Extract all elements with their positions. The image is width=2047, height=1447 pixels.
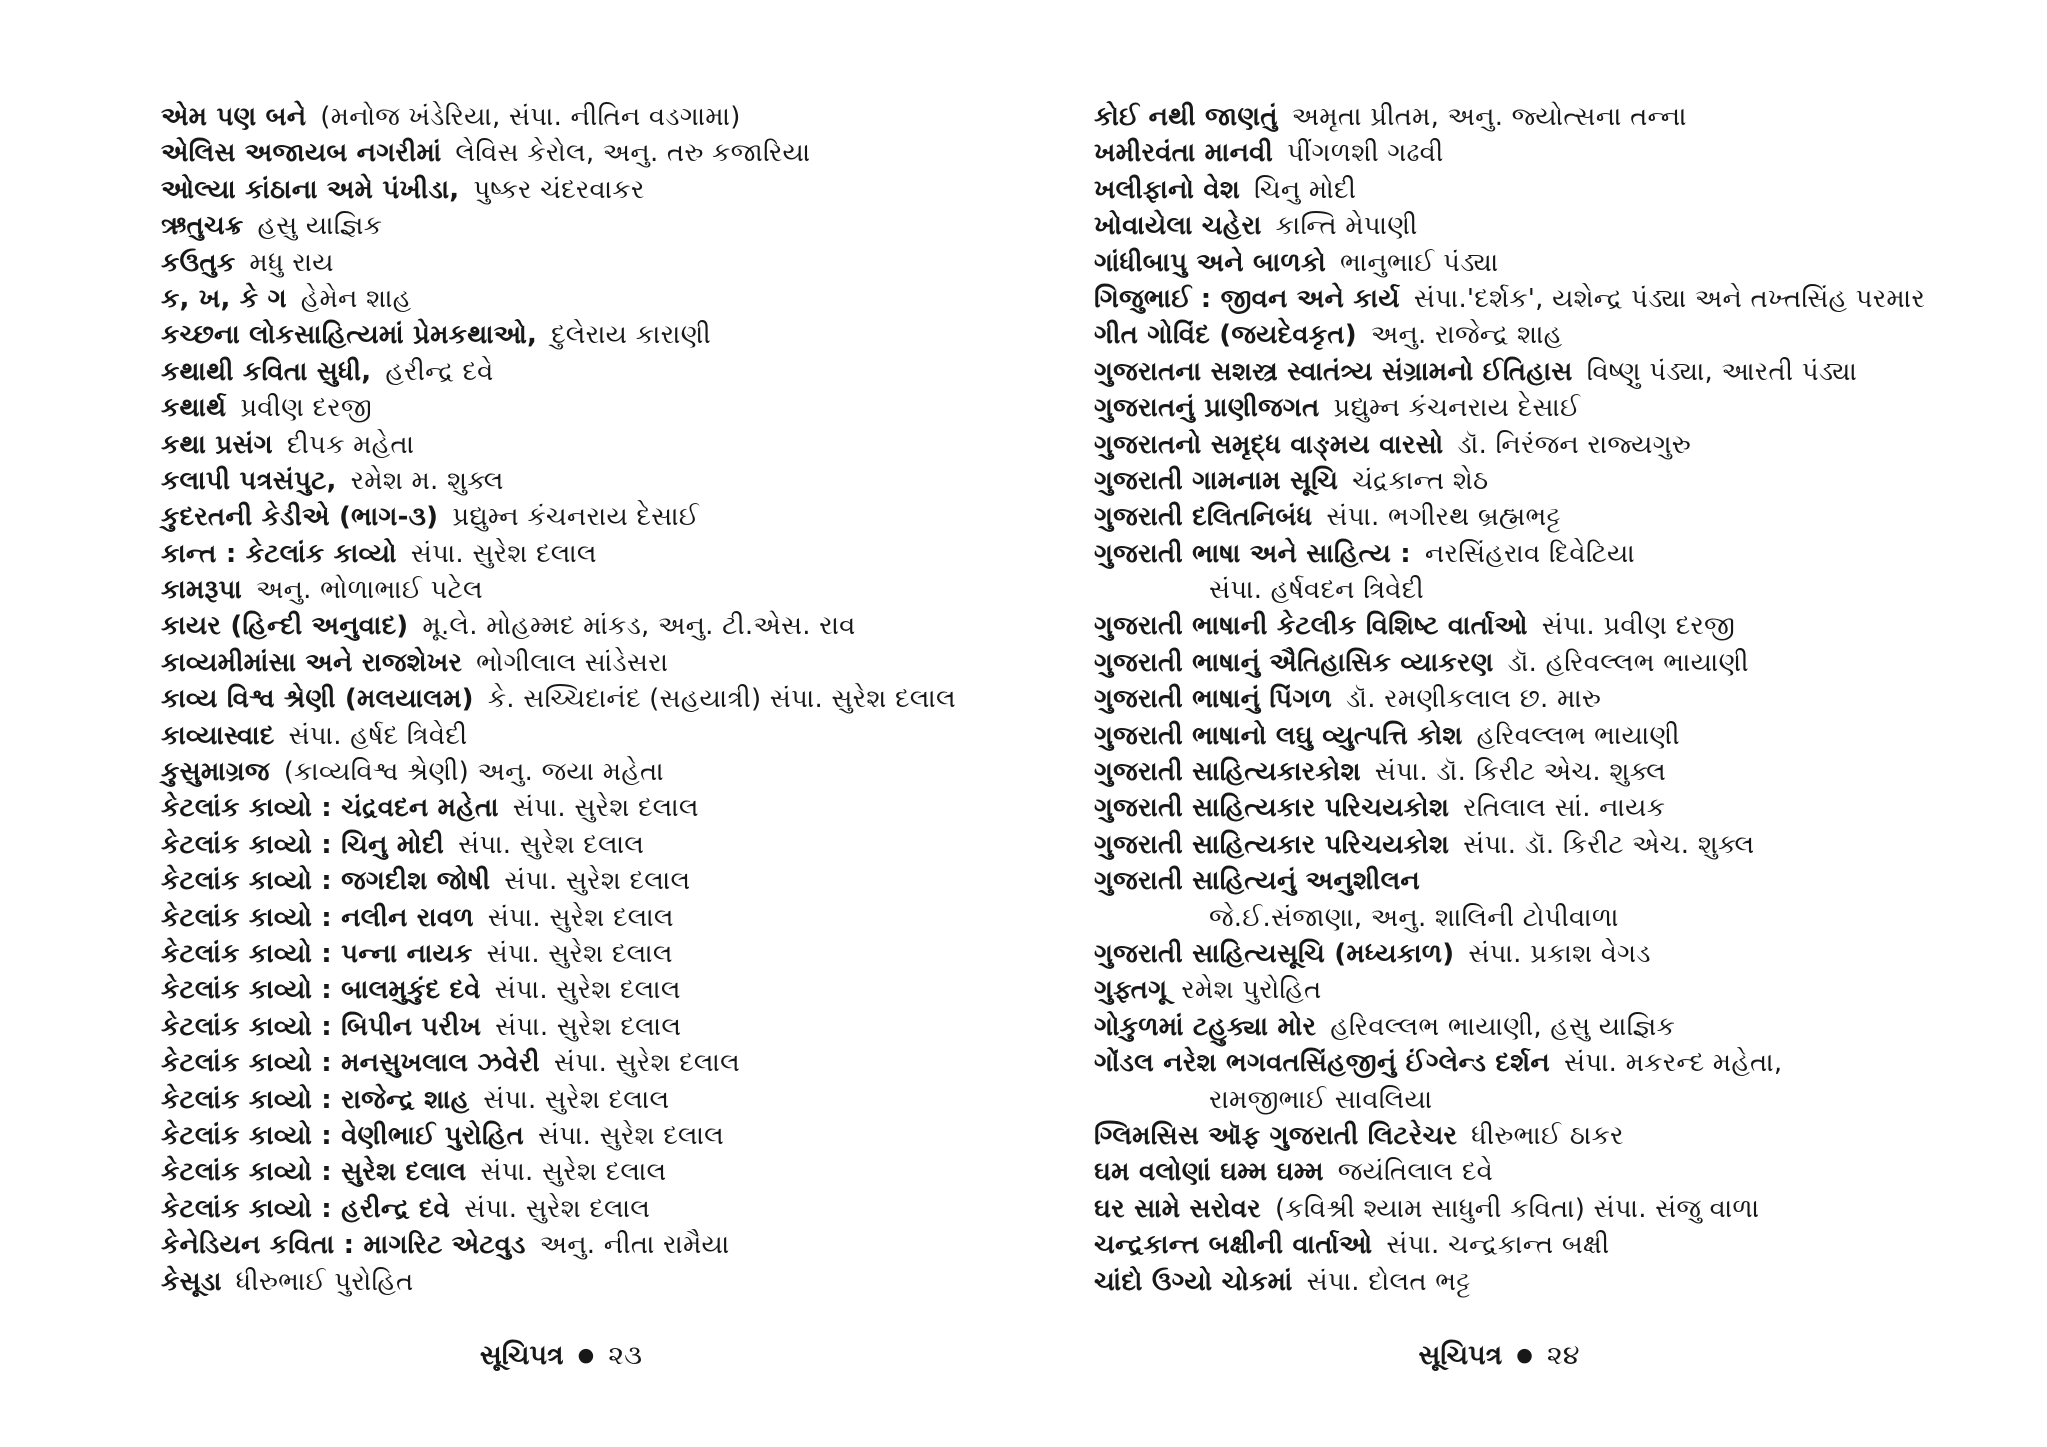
entry-title: ગુફ્તગૂ: [1094, 975, 1168, 1006]
list-item: [161, 936, 971, 972]
entry-author: સંપા. સુરેશ દલાલ: [495, 1011, 682, 1042]
entry-title: કુદરતની કેડીએ (ભાગ-૩): [161, 502, 439, 533]
entry-title: કુસુમાગ્રજ: [161, 757, 270, 788]
entry-author: અમૃતા પ્રીતમ, અનુ. જ્યોત્સના તન્ના: [1291, 102, 1687, 132]
entry-title: કેટલાંક કાવ્યો : મનસુખલાલ ઝવેરી: [161, 1048, 540, 1079]
list-item: [1094, 1118, 1974, 1154]
entry-author: સંપા. સુરેશ દલાલ: [537, 1120, 725, 1151]
entry-author: રતિલાલ સાં. નાયક: [1463, 793, 1666, 824]
entry-title: કેટલાંક કાવ્યો : બિપીન પરીખ: [161, 1011, 482, 1042]
entry-title: ગુજરાતી સાહિત્યસૂચિ (મધ્યકાળ): [1094, 938, 1455, 969]
list-item: [1094, 754, 1974, 790]
list-item: [161, 645, 971, 681]
entry-author: જયંતિલાલ દવે: [1337, 1157, 1494, 1188]
entry-title: કાવ્યાસ્વાદ: [161, 720, 275, 751]
entry-author: સંપા. સુરેશ દલાલ: [464, 1193, 651, 1224]
entry-title: કેટલાંક કાવ્યો : પન્ના નાયક: [161, 938, 473, 969]
entry-author: સંપા. હર્ષવદન ત્રિવેદી: [1209, 575, 1424, 606]
entry-title: ગુજરાતી ભાષાની કેટલીક વિશિષ્ટ વાર્તાઓ: [1094, 611, 1528, 642]
entry-author: પ્રદ્યુમ્ન કંચનરાય દેસાઈ: [452, 502, 700, 533]
entry-title: ચાંદો ઉગ્યો ચોકમાં: [1094, 1266, 1293, 1297]
entry-author: ડૉ. નિરંજન રાજ્યગુરુ: [1457, 429, 1692, 460]
entry-title: ઘમ વલોણાં ઘમ્મ ઘમ્મ: [1094, 1157, 1324, 1188]
entry-author: સંપા. સુરેશ દલાલ: [504, 866, 691, 897]
entry-author: હેમેન શાહ: [300, 283, 412, 314]
entry-title: ગુજરાતી સાહિત્યનું અનુશીલન: [1094, 866, 1420, 897]
entry-title: ગિજુભાઈ : જીવન અને કાર્ય: [1094, 283, 1400, 314]
entry-author: લેવિસ કેરોલ, અનુ. તરુ કજારિયા: [455, 138, 811, 169]
entry-title: ગોંડલ નરેશ ભગવતસિંહજીનું ઈંગ્લેન્ડ દર્શન: [1094, 1048, 1550, 1079]
entry-author: સંપા. ડૉ. કિરીટ એચ. શુક્લ: [1374, 757, 1667, 788]
entry-author: ડૉ. રમણીકલાલ છ. મારુ: [1346, 684, 1602, 715]
entry-title: ગુજરાતી ભાષાનું ઐતિહાસિક વ્યાકરણ: [1094, 647, 1494, 678]
entry-author: હરિવલ્લભ ભાયાણી: [1476, 720, 1680, 751]
list-item: [161, 354, 971, 390]
entry-author: રમેશ મ. શુક્લ: [350, 465, 504, 496]
entry-author: ભાનુભાઈ પંડ્યા: [1340, 247, 1499, 278]
list-item: [161, 281, 971, 317]
entry-title: ગુજરાતી ભાષાનું પિંગળ: [1094, 684, 1333, 715]
entry-author: સંપા. સુરેશ દલાલ: [410, 538, 597, 569]
entry-author: (મનોજ ખંડેરિયા, સંપા. નીતિન વડગામા): [320, 102, 741, 132]
entry-title: કેટલાંક કાવ્યો : ચિનુ મોદી: [161, 829, 445, 860]
entry-author: અનુ. નીતા રામૈયા: [539, 1230, 730, 1261]
entry-author: પ્રદ્યુમ્ન કંચનરાય દેસાઈ: [1333, 393, 1581, 424]
page-number: ૨૪: [1546, 1340, 1580, 1371]
entry-title: ચન્દ્રકાન્ત બક્ષીની વાર્તાઓ: [1094, 1230, 1373, 1261]
entry-author: સંપા. મકરન્દ મહેતા,: [1563, 1048, 1783, 1079]
list-item: [1094, 900, 1974, 936]
page-footer-right: [1094, 1338, 1904, 1373]
entry-title: ગોકુળમાં ટહુક્યા મોર: [1094, 1011, 1317, 1042]
list-item: [1094, 1191, 1974, 1227]
entry-author: ધીરુભાઈ પુરોહિત: [235, 1266, 414, 1297]
list-item: [161, 390, 971, 426]
entry-title: ગુજરાતી સાહિત્યકાર પરિચયકોશ: [1094, 829, 1450, 860]
list-item: [161, 572, 971, 608]
entry-title: એલિસ અજાયબ નગરીમાં: [161, 138, 442, 169]
list-item: [161, 1009, 971, 1045]
entry-title: કામરૂપા: [161, 575, 242, 606]
list-item: [1094, 972, 1974, 1008]
entry-author: હસુ યાજ્ઞિક: [257, 211, 383, 242]
entry-author: સંપા. સુરેશ દલાલ: [553, 1048, 740, 1079]
entry-title: ગુજરાતના સશસ્ત્ર સ્વાતંત્ર્ય સંગ્રામનો ઈતિહાસ: [1094, 356, 1573, 387]
entry-author: ચંદ્રકાન્ત શેઠ: [1352, 465, 1489, 496]
entry-author: દુલેરાય કારાણી: [551, 320, 711, 351]
list-item: [161, 1045, 971, 1081]
entry-title: ક, ખ, કે ગ: [161, 283, 287, 314]
entry-author: સંપા. ડૉ. કિરીટ એચ. શુક્લ: [1463, 829, 1755, 860]
list-item: [161, 790, 971, 826]
entry-author: રમેશ પુરોહિત: [1181, 975, 1322, 1006]
list-item: [161, 208, 971, 244]
footer-label: સૂચિપત્ર: [1418, 1340, 1503, 1371]
entry-title: ગુજરાતનું પ્રાણીજગત: [1094, 393, 1320, 424]
entry-title: ઋતુચક્ર: [161, 211, 244, 242]
list-item: [161, 172, 971, 208]
entry-title: કાન્ત : કેટલાંક કાવ્યો: [161, 538, 397, 569]
entry-title: કેસૂડા: [161, 1266, 222, 1297]
entry-author: સંપા. હર્ષદ ત્રિવેદી: [288, 720, 468, 751]
entry-author: દીપક મહેતા: [286, 429, 415, 460]
list-item: [161, 754, 971, 790]
entry-author: કાન્તિ મેપાણી: [1275, 211, 1418, 242]
entry-author: સંપા. સુરેશ દલાલ: [512, 793, 699, 824]
entry-title: કેટલાંક કાવ્યો : રાજેન્દ્ર શાહ: [161, 1084, 470, 1115]
entry-title: કેનેડિયન કવિતા : માગરિટ એટવુડ: [161, 1230, 526, 1261]
list-item: [161, 1191, 971, 1227]
list-item: [1094, 718, 1974, 754]
list-item: [161, 718, 971, 754]
list-item: [1094, 863, 1974, 899]
entry-author: જે.ઈ.સંજાણા, અનુ. શાલિની ટોપીવાળા: [1209, 902, 1619, 933]
list-item: [1094, 499, 1974, 535]
list-item: [1094, 936, 1974, 972]
entry-author: વિષ્ણુ પંડ્યા, આરતી પંડ્યા: [1586, 356, 1858, 387]
entry-author: સંપા. દોલત ભટ્ટ: [1306, 1266, 1471, 1297]
entry-title: કેટલાંક કાવ્યો : બાલમુકુંદ દવે: [161, 975, 481, 1006]
list-item: [161, 536, 971, 572]
list-item: [1094, 572, 1974, 608]
list-item: [161, 1227, 971, 1263]
entry-title: ઓલ્યા કાંઠાના અમે પંખીડા,: [161, 174, 460, 205]
entry-title: કથા પ્રસંગ: [161, 429, 273, 460]
entry-author: (કાવ્યવિશ્વ શ્રેણી) અનુ. જયા મહેતા: [283, 757, 664, 788]
list-item: [161, 608, 971, 644]
entry-title: ખોવાયેલા ચહેરા: [1094, 211, 1262, 242]
list-item: [1094, 1009, 1974, 1045]
entry-author: મધુ રાય: [249, 247, 334, 278]
entry-author: હરીન્દ્ર દવે: [385, 356, 494, 387]
list-item: [1094, 281, 1974, 317]
entry-author: સંપા. સુરેશ દલાલ: [487, 902, 674, 933]
list-item: [1094, 99, 1974, 135]
list-item: [161, 463, 971, 499]
list-item: [1094, 827, 1974, 863]
list-item: [1094, 427, 1974, 463]
bullet-icon: ●: [577, 1344, 595, 1366]
entry-title: કથાર્થ: [161, 393, 227, 424]
entry-author: નરસિંહરાવ દિવેટિયા: [1424, 538, 1635, 569]
entry-author: ભોગીલાલ સાંડેસરા: [476, 647, 669, 678]
list-item: [1094, 681, 1974, 717]
entry-title: કથાથી કવિતા સુધી,: [161, 356, 372, 387]
entry-author: અનુ. ભોળાભાઈ પટેલ: [255, 575, 483, 606]
entry-title: કાવ્ય વિશ્વ શ્રેણી (મલયાલમ): [161, 684, 474, 715]
entry-author: ચિનુ મોદી: [1253, 174, 1357, 205]
entry-author: સંપા. ચન્દ્રકાન્ત બક્ષી: [1386, 1230, 1610, 1261]
entry-title: કાવ્યમીમાંસા અને રાજશેખર: [161, 647, 463, 678]
list-item: [161, 1264, 971, 1300]
entry-author: સંપા. સુરેશ દલાલ: [480, 1157, 667, 1188]
entry-title: ગુજરાતી સાહિત્યકારકોશ: [1094, 757, 1361, 788]
entry-author: પુષ્કર ચંદરવાકર: [473, 174, 645, 205]
list-item: [1094, 172, 1974, 208]
list-item: [1094, 135, 1974, 171]
list-item: [161, 827, 971, 863]
entry-title: ગુજરાતી ગામનામ સૂચિ: [1094, 465, 1339, 496]
entry-author: અનુ. રાજેન્દ્ર શાહ: [1370, 320, 1563, 351]
page-footer-left: [161, 1338, 961, 1373]
list-item: [1094, 1264, 1974, 1300]
entry-title: કાયર (હિન્દી અનુવાદ): [161, 611, 409, 642]
list-item: [1094, 390, 1974, 426]
column-left: [161, 99, 971, 1300]
list-item: [1094, 208, 1974, 244]
entry-title: ગુજરાતી ભાષાનો લઘુ વ્યુત્પત્તિ કોશ: [1094, 720, 1463, 751]
entry-author: રામજીભાઈ સાવલિયા: [1209, 1084, 1433, 1115]
entry-title: ગાંધીબાપુ અને બાળકો: [1094, 247, 1326, 278]
list-item: [161, 499, 971, 535]
entry-title: કેટલાંક કાવ્યો : નલીન રાવળ: [161, 902, 474, 933]
entry-title: ગ્લિમસિસ ઑફ ગુજરાતી લિટરેચર: [1094, 1120, 1458, 1151]
entry-title: એમ પણ બને: [161, 102, 307, 132]
entry-author: મૂ.લે. મોહમ્મદ માંકડ, અનુ. ટી.એસ. રાવ: [422, 611, 856, 642]
entry-author: સંપા. સુરેશ દલાલ: [494, 975, 681, 1006]
page-number: ૨૩: [608, 1340, 643, 1371]
list-item: [1094, 1227, 1974, 1263]
entry-title: ઘર સામે સરોવર: [1094, 1193, 1261, 1224]
entry-title: કેટલાંક કાવ્યો : વેણીભાઈ પુરોહિત: [161, 1120, 524, 1151]
column-right: [1094, 99, 1974, 1300]
list-item: [1094, 463, 1974, 499]
entry-author: (કવિશ્રી શ્યામ સાધુની કવિતા) સંપા. સંજુ વાળા: [1274, 1193, 1760, 1224]
entry-title: ગુજરાતી સાહિત્યકાર પરિચયકોશ: [1094, 793, 1450, 824]
list-item: [161, 135, 971, 171]
list-item: [161, 1154, 971, 1190]
entry-author: સંપા. પ્રકાશ વેગડ: [1468, 938, 1651, 969]
entry-title: કલાપી પત્રસંપુટ,: [161, 465, 337, 496]
entry-title: ગુજરાતી ભાષા અને સાહિત્ય :: [1094, 538, 1411, 569]
list-item: [1094, 245, 1974, 281]
list-item: [161, 99, 971, 135]
list-item: [161, 427, 971, 463]
list-item: [161, 317, 971, 353]
list-item: [161, 1118, 971, 1154]
list-item: [1094, 1082, 1974, 1118]
list-item: [1094, 790, 1974, 826]
entry-author: સંપા. સુરેશ દલાલ: [483, 1084, 670, 1115]
list-item: [161, 972, 971, 1008]
entry-author: કે. સચ્ચિદાનંદ (સહયાત્રી) સંપા. સુરેશ દલાલ: [487, 684, 956, 715]
entry-author: હરિવલ્લભ ભાયાણી, હસુ યાજ્ઞિક: [1330, 1011, 1675, 1042]
list-item: [1094, 317, 1974, 353]
entry-title: ખલીફાનો વેશ: [1094, 174, 1240, 205]
list-item: [161, 900, 971, 936]
entry-title: ખમીરવંતા માનવી: [1094, 138, 1273, 169]
entry-author: પીંગળશી ગઢવી: [1287, 138, 1444, 169]
entry-title: કઉતુક: [161, 247, 236, 278]
entry-author: ધીરુભાઈ ઠાકર: [1471, 1120, 1624, 1151]
entry-title: ગીત ગોવિંદ (જયદેવકૃત): [1094, 320, 1357, 351]
entry-author: સંપા. પ્રવીણ દરજી: [1541, 611, 1735, 642]
entry-title: કેટલાંક કાવ્યો : સુરેશ દલાલ: [161, 1157, 467, 1188]
entry-title: ગુજરાતનો સમૃદ્ધ વાઙ્મય વારસો: [1094, 429, 1444, 460]
bullet-icon: ●: [1516, 1344, 1533, 1366]
list-item: [1094, 645, 1974, 681]
list-item: [1094, 608, 1974, 644]
entry-author: સંપા. સુરેશ દલાલ: [486, 938, 673, 969]
list-item: [161, 863, 971, 899]
entry-title: કચ્છના લોકસાહિત્યમાં પ્રેમકથાઓ,: [161, 320, 538, 351]
entry-author: સંપા. ભગીરથ બ્રહ્મભટ્ટ: [1326, 502, 1561, 533]
list-item: [1094, 1154, 1974, 1190]
entry-title: કેટલાંક કાવ્યો : હરીન્દ્ર દવે: [161, 1193, 451, 1224]
footer-label: સૂચિપત્ર: [479, 1340, 564, 1371]
list-item: [1094, 354, 1974, 390]
entry-title: ગુજરાતી દલિતનિબંધ: [1094, 502, 1313, 533]
list-item: [161, 681, 971, 717]
list-item: [161, 245, 971, 281]
entry-author: ડૉ. હરિવલ્લભ ભાયાણી: [1507, 647, 1749, 678]
entry-author: સંપા.'દર્શક', યશેન્દ્ર પંડ્યા અને તખ્તસિંહ પરમાર: [1413, 283, 1925, 314]
list-item: [161, 1082, 971, 1118]
entry-author: સંપા. સુરેશ દલાલ: [458, 829, 645, 860]
entry-title: કેટલાંક કાવ્યો : જગદીશ જોષી: [161, 866, 491, 897]
list-item: [1094, 536, 1974, 572]
entry-title: કેટલાંક કાવ્યો : ચંદ્રવદન મહેતા: [161, 793, 499, 824]
list-item: [1094, 1045, 1974, 1081]
entry-title: કોઈ નથી જાણતું: [1094, 102, 1278, 132]
entry-author: પ્રવીણ દરજી: [240, 393, 372, 424]
